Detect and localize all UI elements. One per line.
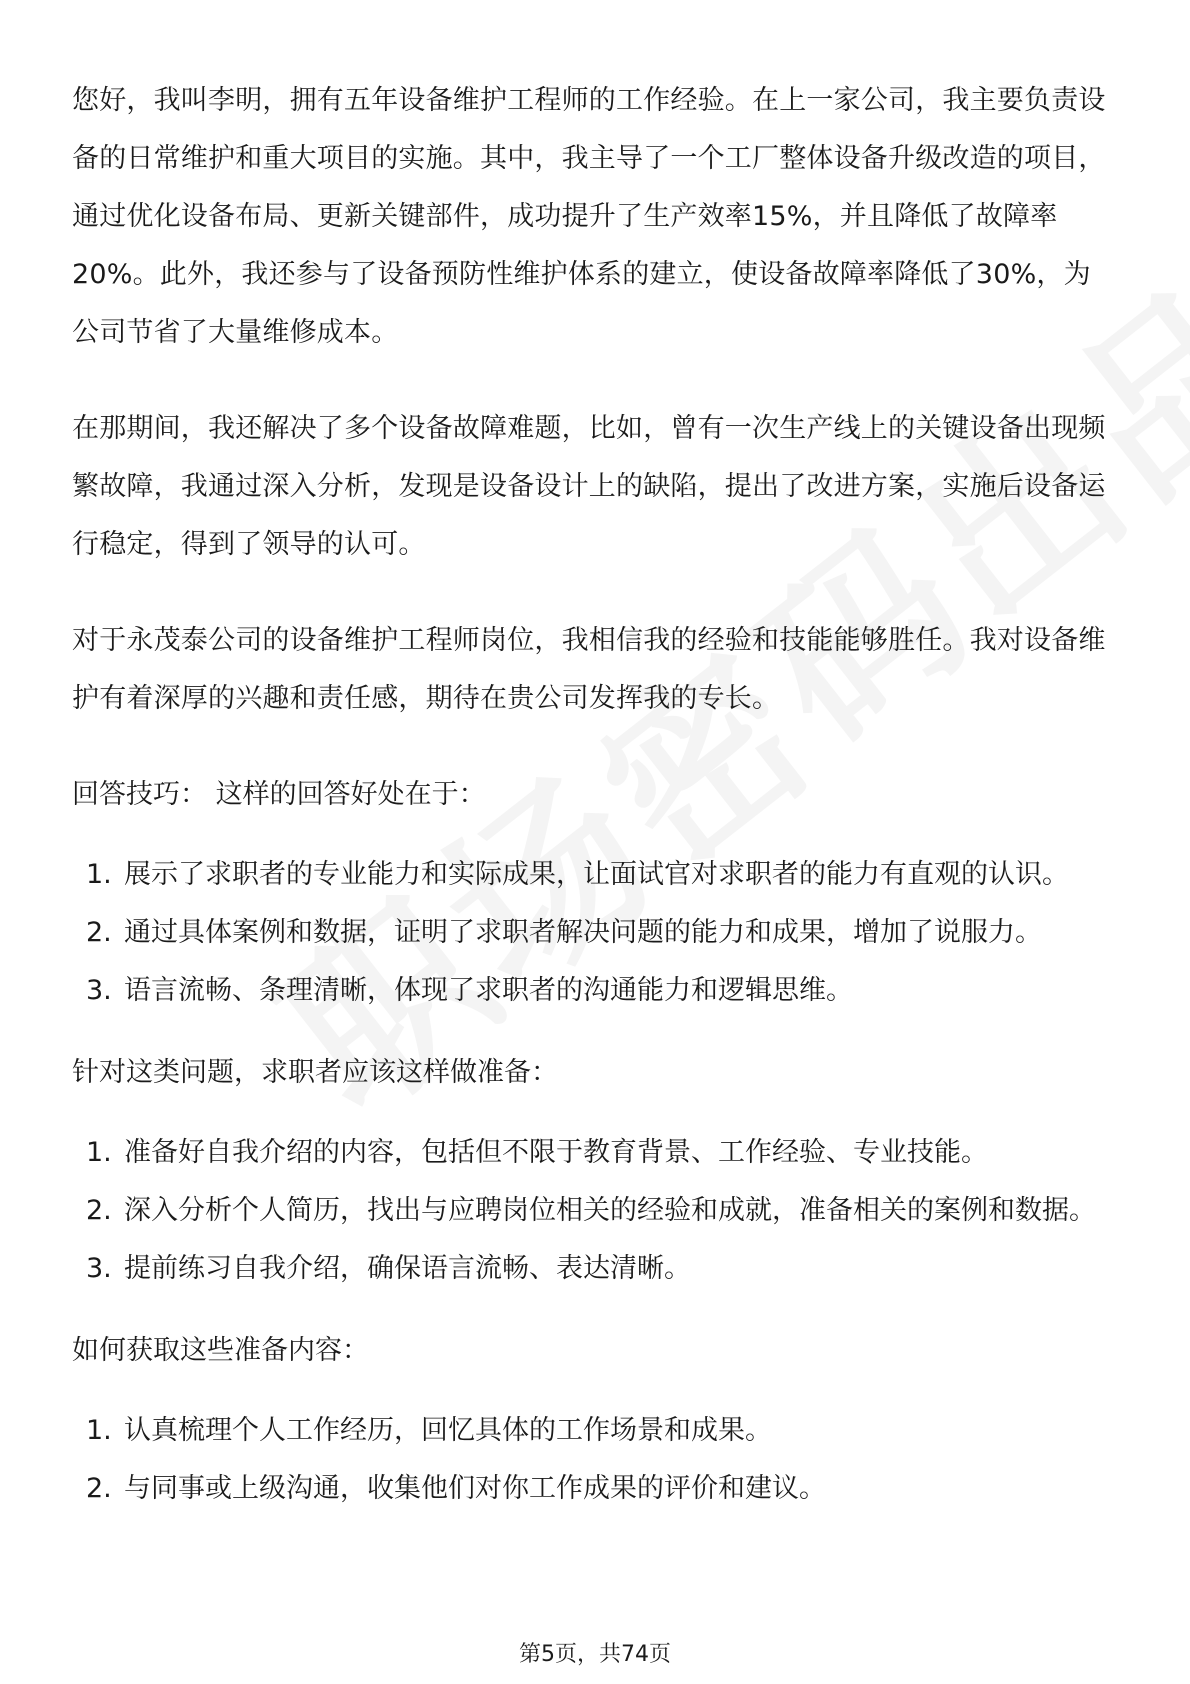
list-text: 提前练习自我介绍，确保语言流畅、表达清晰。 [124, 1253, 691, 1284]
obtain-heading: 如何获取这些准备内容： [72, 1335, 369, 1366]
list-item [72, 904, 1118, 962]
list-item [72, 1240, 1118, 1298]
list-item [72, 962, 1118, 1020]
list-number: 1. [86, 859, 112, 890]
list-item [72, 1460, 1118, 1518]
list-text: 与同事或上级沟通，收集他们对你工作成果的评价和建议。 [124, 1473, 826, 1504]
list-text: 语言流畅、条理清晰，体现了求职者的沟通能力和逻辑思维。 [124, 975, 853, 1006]
obtain-list [72, 1402, 1118, 1518]
prepare-list [72, 1124, 1118, 1298]
tips-list [72, 846, 1118, 1020]
list-text: 通过具体案例和数据，证明了求职者解决问题的能力和成果，增加了说服力。 [124, 917, 1042, 948]
list-number: 3. [86, 975, 112, 1006]
list-number: 3. [86, 1253, 112, 1284]
list-item [72, 1124, 1118, 1182]
list-number: 1. [86, 1137, 112, 1168]
answer-paragraph-2: 在那期间，我还解决了多个设备故障难题，比如，曾有一次生产线上的关键设备出现频繁故障，我通过深入分析，发现是设备设计上的缺陷，提出了改进方案，实施后设备运行稳定，得到了领导的认可。 [72, 413, 1106, 560]
list-text: 准备好自我介绍的内容，包括但不限于教育背景、工作经验、专业技能。 [124, 1137, 988, 1168]
list-number: 1. [86, 1415, 112, 1446]
list-text: 展示了求职者的专业能力和实际成果，让面试官对求职者的能力有直观的认识。 [124, 859, 1069, 890]
page-content [72, 72, 1118, 1542]
list-text: 深入分析个人简历，找出与应聘岗位相关的经验和成就，准备相关的案例和数据。 [124, 1195, 1096, 1226]
list-item [72, 846, 1118, 904]
list-number: 2. [86, 1195, 112, 1226]
list-text: 认真梳理个人工作经历，回忆具体的工作场景和成果。 [124, 1415, 772, 1446]
list-number: 2. [86, 1473, 112, 1504]
answer-paragraph-3: 对于永茂泰公司的设备维护工程师岗位，我相信我的经验和技能能够胜任。我对设备维护有着深厚的兴趣和责任感，期待在贵公司发挥我的专长。 [72, 625, 1106, 714]
tips-heading: 回答技巧： 这样的回答好处在于： [72, 779, 486, 810]
page-footer: 第5页，共74页 [519, 1642, 671, 1667]
list-item [72, 1402, 1118, 1460]
answer-paragraph-1: 您好，我叫李明，拥有五年设备维护工程师的工作经验。在上一家公司，我主要负责设备的日常维护和重大项目的实施。其中，我主导了一个工厂整体设备升级改造的项目，通过优化设备布局、更新关键部件，成功提升了生产效率15%，并且降低了故障率20%。此外，我还参与了设备预防性维护体系的建立，使设备故障率降低了30%，为公司节省了大量维修成本。 [72, 85, 1106, 348]
list-item [72, 1182, 1118, 1240]
prepare-heading: 针对这类问题，求职者应该这样做准备： [72, 1057, 558, 1088]
list-number: 2. [86, 917, 112, 948]
